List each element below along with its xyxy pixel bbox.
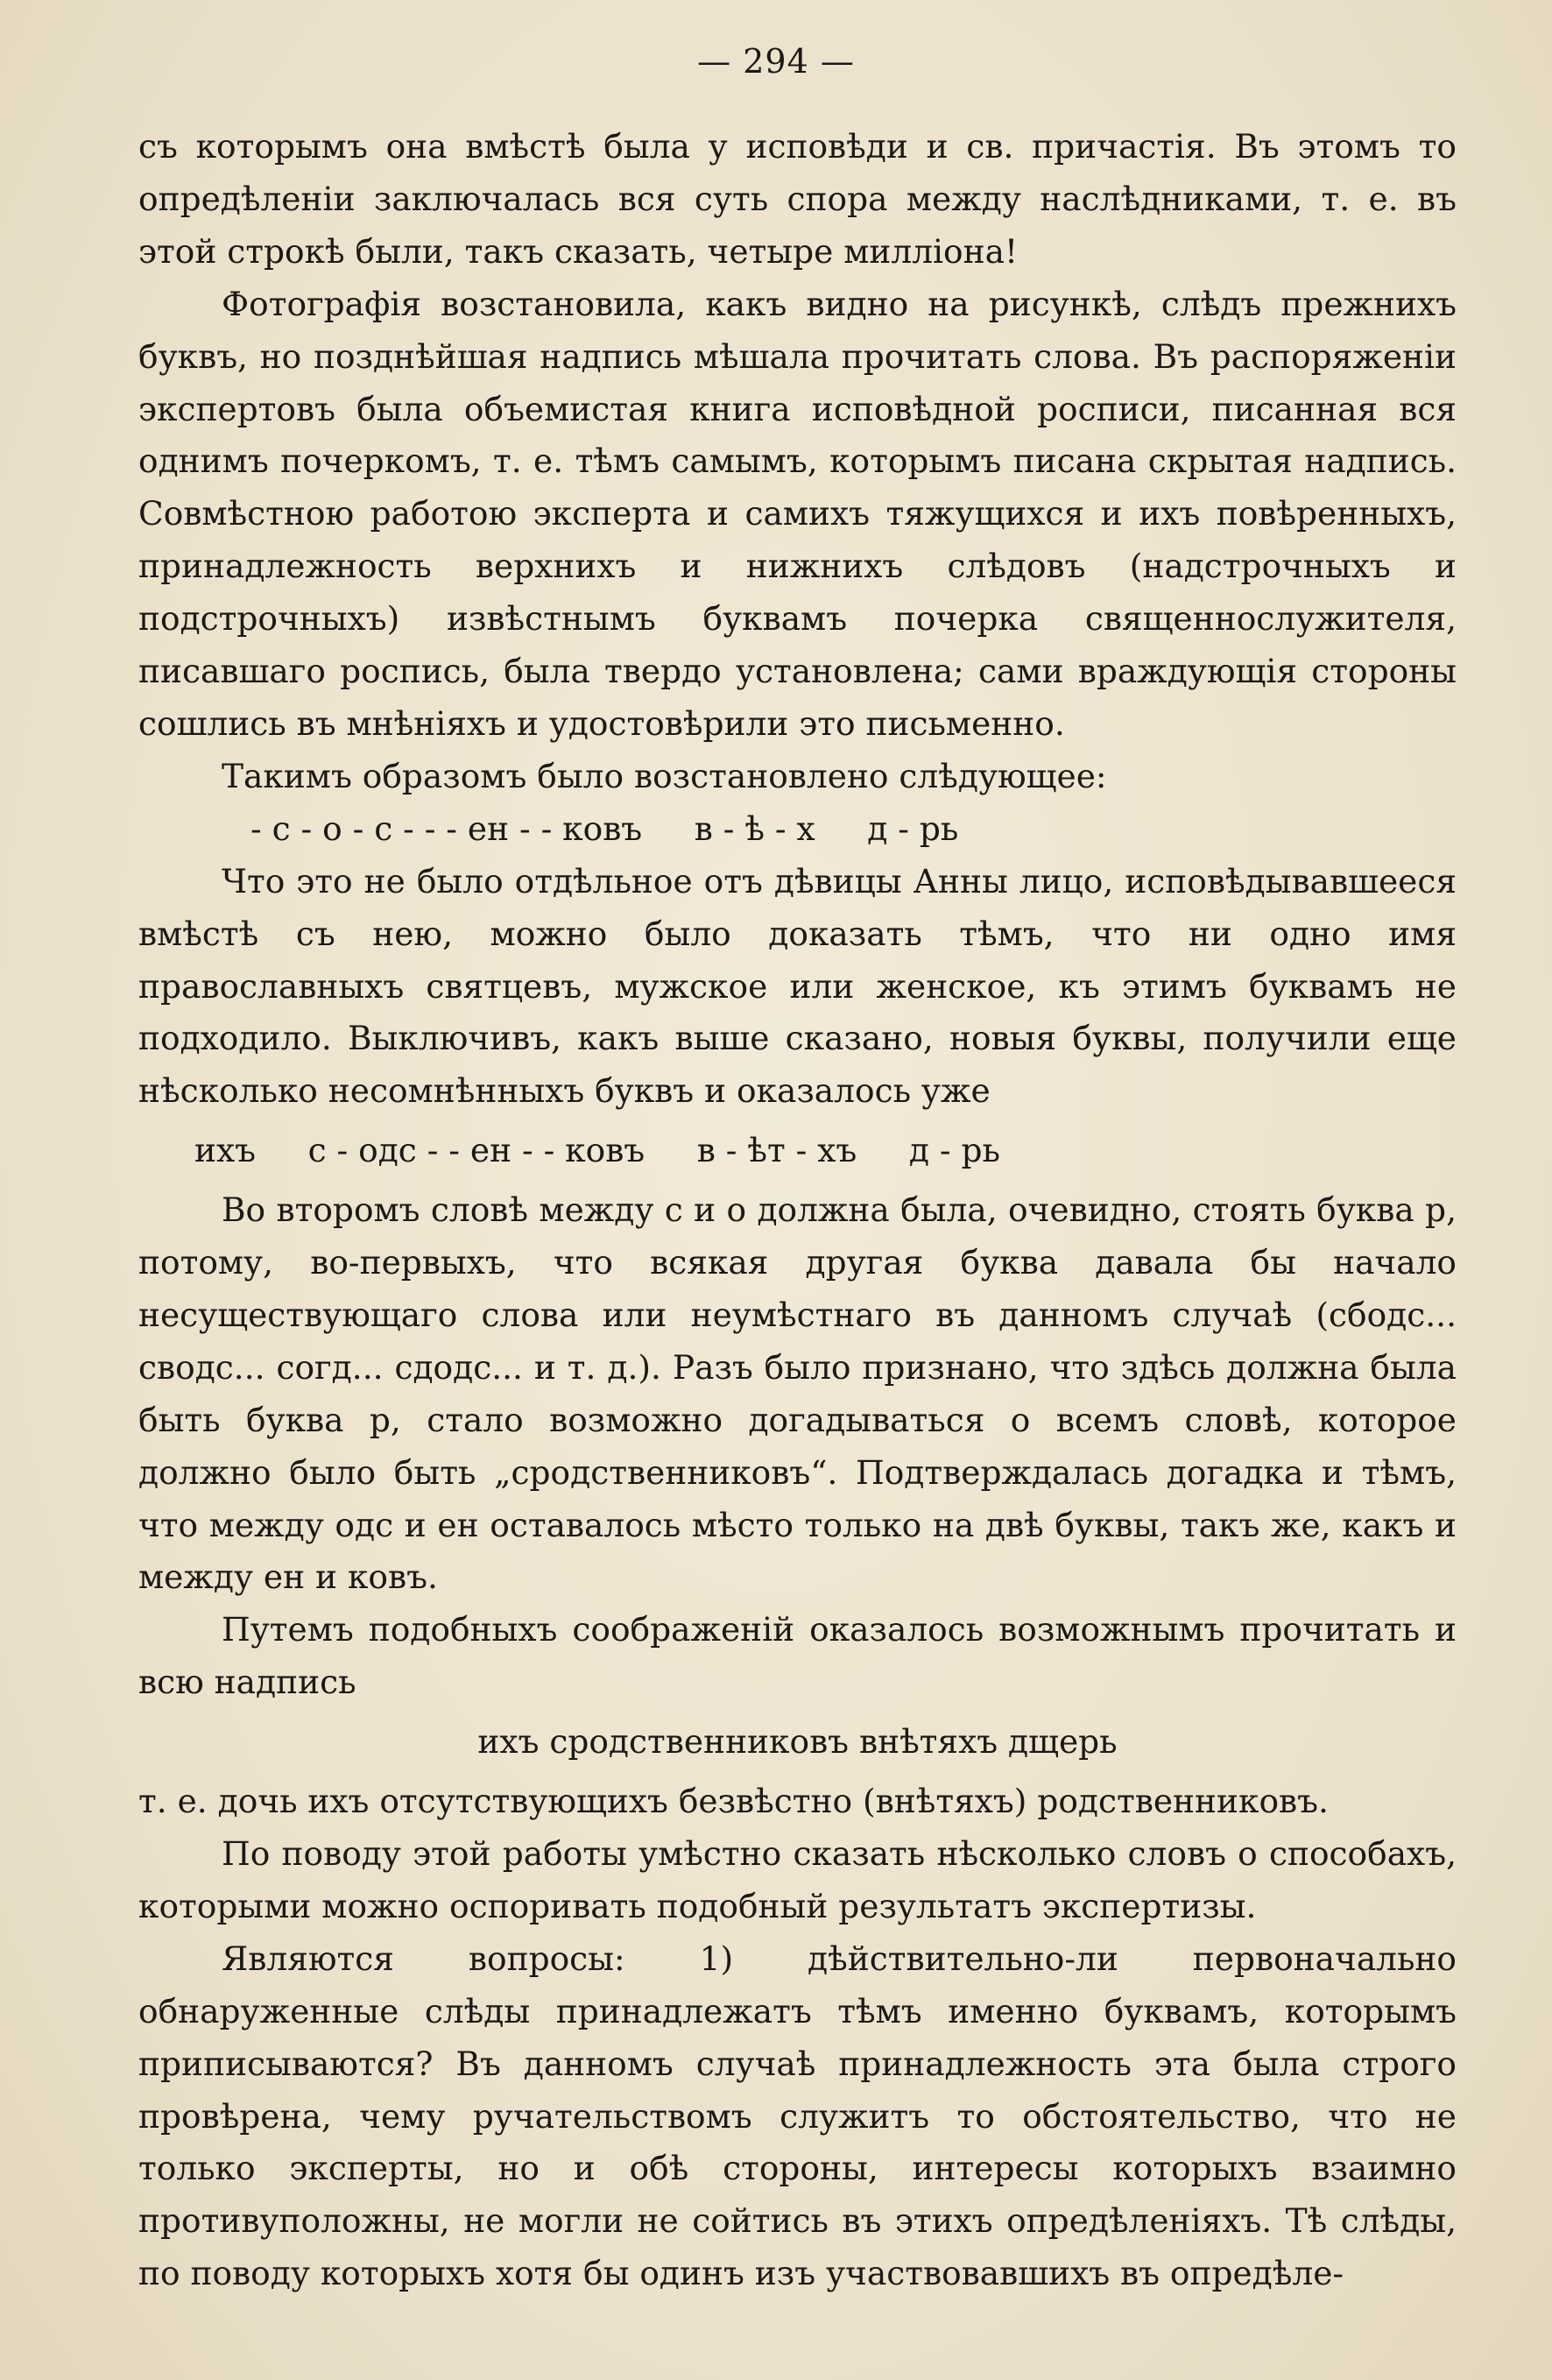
paragraph: Путемъ подобныхъ соображеній оказалось возможнымъ прочитать и всю надпись [138,1610,1457,1702]
paragraph: Являются вопросы: 1) дѣйствительно-ли первоначально обнаруженные слѣды принадлежатъ тѣмъ именно буквамъ, которымъ приписываются? Въ данномъ случаѣ принадлежность эта была строго провѣрена, чему ручательствомъ служитъ то обстоятельство, что не только эксперты, но и обѣ стороны, интересы которыхъ взаимно противуположны, не могли не сойтись въ этихъ опредѣленіяхъ. Тѣ слѣды, по поводу которыхъ хотя бы одинъ изъ участвовавшихъ въ опредѣле- [138,1939,1457,2293]
paragraph: По поводу этой работы умѣстно сказать нѣсколько словъ о способахъ, которыми можно оспоривать подобный результатъ экспертизы. [138,1834,1457,1925]
paragraph: Во второмъ словѣ между с и о должна была, очевидно, стоять буква р, потому, во-первыхъ, что всякая другая буква давала бы начало несуществующаго слова или неумѣстнаго въ данномъ случаѣ (сбодс... сводс... согд... сдодс... и т. д.). Разъ было признано, что здѣсь должна была быть буква р, стало возможно догадываться о всемъ словѣ, которое должно было быть „сродственниковъ“. Подтверждалась догадка и тѣмъ, что между одс и ен оставалось мѣсто только на двѣ буквы, такъ же, какъ и между ен и ковъ. [138,1190,1457,1597]
paragraph: съ которымъ она вмѣстѣ была у исповѣди и св. причастія. Въ этомъ то опредѣленіи заключалась вся суть спора между наслѣдниками, т. е. въ этой строкѣ были, такъ сказать, четыре милліона! [138,127,1457,271]
paragraph: Фотографія возстановила, какъ видно на рисункѣ, слѣдъ прежнихъ буквъ, но позднѣйшая надпись мѣшала прочитать слова. Въ распоряженіи экспертовъ была объемистая книга исповѣдной росписи, писанная вся однимъ почеркомъ, т. е. тѣмъ самымъ, которымъ писана скрытая надпись. Совмѣстною работою эксперта и самихъ тяжущихся и ихъ повѣренныхъ, принадлежность верхнихъ и нижнихъ слѣдовъ (надстрочныхъ и подстрочныхъ) извѣстнымъ буквамъ почерка священнослужителя, писавшаго роспись, была твердо установлена; сами враждующія стороны сошлись въ мнѣніяхъ и удостовѣрили это письменно. [138,284,1457,743]
page-number: — 294 — [697,42,855,81]
paragraph: т. е. дочь ихъ отсутствующихъ безвѣстно (внѣтяхъ) родственниковъ. [138,1782,1329,1821]
restored-inscription: ихъ сродственниковъ внѣтяхъ дщерь [477,1722,1118,1762]
reconstructed-letters-line: - с - о - с - - - ен - - ковъ в - ѣ - х д - рь [250,809,959,848]
paragraph: Такимъ образомъ было возстановлено слѣдующее: [222,756,1107,795]
paragraph: Что это не было отдѣльное отъ дѣвицы Анны лицо, исповѣдывавшееся вмѣстѣ съ нею, можно было доказать тѣмъ, что ни одно имя православныхъ святцевъ, мужское или женское, къ этимъ буквамъ не подходило. Выключивъ, какъ выше сказано, новыя буквы, получили еще нѣсколько несомнѣнныхъ буквъ и оказалось уже [138,861,1457,1111]
body-text [138,121,1457,2300]
reconstructed-letters-line: ихъ с - одс - - ен - - ковъ в - ѣт - хъ д - рь [194,1131,1000,1170]
